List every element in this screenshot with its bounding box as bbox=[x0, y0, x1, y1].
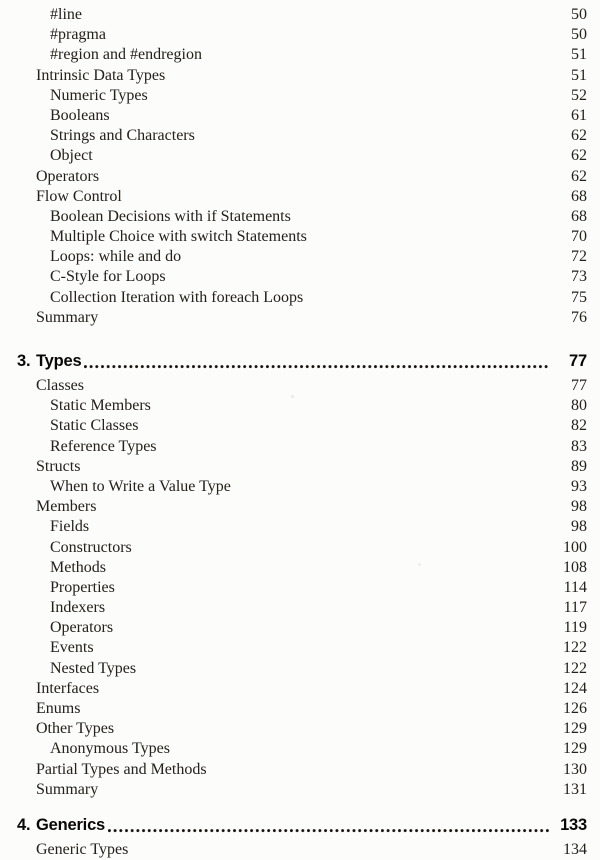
entry-page-number: 51 bbox=[571, 66, 587, 84]
entry-page-number: 126 bbox=[563, 700, 587, 717]
toc-entry-row bbox=[0, 538, 587, 558]
entry-page-number: 108 bbox=[563, 558, 587, 576]
entry-page-number: 62 bbox=[571, 147, 587, 165]
entry-title: Booleans bbox=[50, 106, 110, 124]
toc-entry-row bbox=[0, 267, 587, 287]
toc-entry-row bbox=[0, 66, 587, 86]
chapter-title: Types bbox=[36, 352, 82, 370]
entry-page-number: 114 bbox=[563, 578, 587, 596]
entry-title: Summary bbox=[36, 780, 99, 798]
entry-page-number: 122 bbox=[563, 639, 587, 657]
entry-page-number: 75 bbox=[571, 288, 587, 306]
entry-title: Operators bbox=[36, 167, 100, 185]
entry-title: Members bbox=[36, 498, 97, 516]
toc-entry-row bbox=[0, 207, 587, 227]
toc-entry-row bbox=[0, 659, 587, 679]
toc-entry-row bbox=[0, 780, 587, 800]
toc-section bbox=[0, 814, 587, 860]
entry-page-number: 82 bbox=[571, 417, 587, 435]
toc-entry-row bbox=[0, 227, 587, 247]
entry-page-number: 124 bbox=[563, 679, 587, 697]
chapter-page-number: 77 bbox=[569, 352, 587, 370]
entry-title: Loops: while and do bbox=[50, 248, 182, 266]
chapter-page-number: 133 bbox=[560, 815, 587, 834]
entry-page-number: 134 bbox=[563, 840, 587, 858]
entry-title: When to Write a Value Type bbox=[50, 477, 231, 495]
toc-entry-row bbox=[0, 247, 587, 267]
entry-title: C-Style for Loops bbox=[50, 268, 166, 286]
toc-entry-row bbox=[0, 126, 587, 146]
entry-page-number: 83 bbox=[571, 437, 587, 455]
entry-title: Summary bbox=[36, 308, 99, 326]
entry-title: Nested Types bbox=[50, 659, 137, 677]
entry-title: Numeric Types bbox=[50, 86, 148, 104]
chapter-heading bbox=[0, 814, 587, 837]
dot-leader bbox=[84, 364, 550, 369]
entry-title: Anonymous Types bbox=[50, 740, 170, 758]
toc-entry-row bbox=[0, 497, 587, 517]
toc-entry-row bbox=[0, 45, 587, 65]
entry-title: Fields bbox=[50, 518, 90, 536]
entry-title: Reference Types bbox=[50, 437, 157, 455]
toc-entry-row bbox=[0, 457, 587, 477]
toc-entry-row bbox=[0, 167, 587, 187]
chapter-heading bbox=[0, 350, 587, 373]
entry-page-number: 129 bbox=[563, 720, 587, 738]
entry-title: Generic Types bbox=[36, 840, 129, 858]
toc-entry-row bbox=[0, 558, 587, 578]
chapter-title: Generics bbox=[36, 815, 106, 834]
entry-page-number: 89 bbox=[571, 457, 587, 475]
toc-entry-row bbox=[0, 618, 587, 638]
scan-speck bbox=[418, 563, 421, 566]
chapter-number: 3. bbox=[17, 352, 31, 370]
scan-speck bbox=[291, 395, 294, 398]
entry-page-number: 93 bbox=[571, 477, 587, 495]
entry-page-number: 72 bbox=[571, 248, 587, 266]
entry-title: Properties bbox=[50, 578, 115, 596]
entry-page-number: 98 bbox=[571, 518, 587, 536]
entry-title: Object bbox=[50, 147, 93, 165]
toc-entry-row bbox=[0, 25, 587, 45]
entry-page-number: 117 bbox=[563, 599, 587, 617]
entry-title: Other Types bbox=[36, 720, 115, 738]
entry-page-number: 130 bbox=[563, 760, 587, 778]
entry-title: Indexers bbox=[50, 599, 106, 617]
entry-page-number: 80 bbox=[571, 397, 587, 415]
toc-section bbox=[0, 5, 587, 328]
entry-page-number: 70 bbox=[571, 228, 587, 246]
dot-leader bbox=[108, 828, 550, 833]
toc-entry-row bbox=[0, 187, 587, 207]
entry-page-number: 129 bbox=[563, 740, 587, 758]
toc-entry-row bbox=[0, 739, 587, 759]
entry-title: Flow Control bbox=[36, 187, 122, 205]
toc-entry-row bbox=[0, 477, 587, 497]
entry-page-number: 98 bbox=[571, 498, 587, 516]
toc-entry-row bbox=[0, 106, 587, 126]
entry-page-number: 76 bbox=[571, 308, 587, 326]
entry-page-number: 50 bbox=[571, 6, 587, 23]
toc-entry-row bbox=[0, 598, 587, 618]
toc-entry-row bbox=[0, 86, 587, 106]
entry-title: Enums bbox=[36, 700, 81, 717]
entry-title: Classes bbox=[36, 377, 84, 394]
toc-entry-row bbox=[0, 308, 587, 328]
toc-entry-row bbox=[0, 376, 587, 396]
entry-page-number: 119 bbox=[563, 619, 587, 637]
toc-entry-row bbox=[0, 578, 587, 598]
entry-page-number: 131 bbox=[563, 780, 587, 798]
entry-title: Intrinsic Data Types bbox=[36, 66, 166, 84]
entry-page-number: 52 bbox=[571, 86, 587, 104]
toc-entry-row bbox=[0, 840, 587, 860]
entry-page-number: 62 bbox=[571, 167, 587, 185]
toc-entry-row bbox=[0, 146, 587, 166]
toc-entry-row bbox=[0, 5, 587, 25]
toc-entry-row bbox=[0, 437, 587, 457]
entry-title: Multiple Choice with switch Statements bbox=[50, 228, 307, 246]
toc-entry-row bbox=[0, 699, 587, 719]
entry-title: Structs bbox=[36, 457, 81, 475]
entry-title: #region and #endregion bbox=[50, 46, 202, 64]
toc-entry-row bbox=[0, 396, 587, 416]
entry-page-number: 122 bbox=[563, 659, 587, 677]
entry-title: Interfaces bbox=[36, 679, 100, 697]
toc-entry-row bbox=[0, 679, 587, 699]
entry-page-number: 51 bbox=[571, 46, 587, 64]
toc-entry-row bbox=[0, 416, 587, 436]
toc-section bbox=[0, 350, 587, 800]
entry-title: Collection Iteration with foreach Loops bbox=[50, 288, 304, 306]
toc-entry-row bbox=[0, 517, 587, 537]
entry-page-number: 73 bbox=[571, 268, 587, 286]
entry-page-number: 100 bbox=[563, 538, 587, 556]
toc-entry-row bbox=[0, 760, 587, 780]
entry-title: Operators bbox=[50, 619, 114, 637]
toc-entry-row bbox=[0, 288, 587, 308]
toc-entry-row bbox=[0, 719, 587, 739]
chapter-number: 4. bbox=[17, 815, 31, 834]
entry-title: Constructors bbox=[50, 538, 132, 556]
entry-title: #line bbox=[50, 6, 82, 23]
entry-page-number: 62 bbox=[571, 127, 587, 145]
entry-title: Events bbox=[50, 639, 94, 657]
entry-title: Static Classes bbox=[50, 417, 139, 435]
entry-page-number: 68 bbox=[571, 207, 587, 225]
entry-page-number: 68 bbox=[571, 187, 587, 205]
entry-title: Static Members bbox=[50, 397, 151, 415]
entry-title: Strings and Characters bbox=[50, 127, 195, 145]
entry-title: Methods bbox=[50, 558, 106, 576]
entry-page-number: 61 bbox=[571, 106, 587, 124]
toc-entry-row bbox=[0, 638, 587, 658]
entry-page-number: 50 bbox=[571, 26, 587, 44]
entry-page-number: 77 bbox=[571, 377, 587, 394]
entry-title: #pragma bbox=[50, 26, 106, 44]
entry-title: Partial Types and Methods bbox=[36, 760, 207, 778]
entry-title: Boolean Decisions with if Statements bbox=[50, 207, 291, 225]
